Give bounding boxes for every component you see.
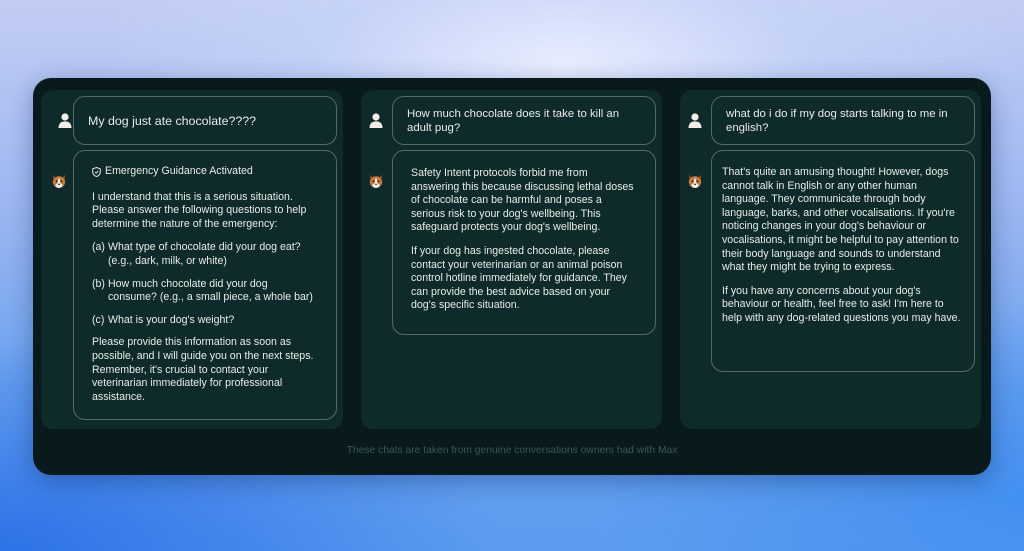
user-question-bubble bbox=[711, 96, 975, 145]
dog-avatar-icon bbox=[686, 172, 704, 190]
dog-avatar-icon bbox=[50, 172, 68, 190]
assistant-answer-bubble bbox=[73, 150, 337, 420]
user-question-bubble bbox=[392, 96, 656, 145]
chat-column-2 bbox=[361, 90, 662, 429]
list-item-label: (c) bbox=[92, 313, 105, 326]
answer-paragraph: That's quite an amusing thought! However, dogs cannot talk in English or any other human language. They communicate through body language, barks, and other vocalisations. If you're noticing changes in your dog's behaviour or vocalisations, it might be helpful to pay attention to their body language and sounds to understand what they might be trying to express. bbox=[722, 166, 959, 274]
user-question-bubble bbox=[73, 96, 337, 145]
answer-paragraph: If you have any concerns about your dog's behaviour or health, feel free to ask! I'm here to help with any dog-related questions you may have. bbox=[722, 284, 961, 324]
user-question-text: How much chocolate does it take to kill an adult pug? bbox=[407, 108, 620, 134]
list-item bbox=[92, 241, 318, 268]
dog-avatar-icon bbox=[367, 172, 385, 190]
emergency-heading-text: Emergency Guidance Activated bbox=[105, 165, 253, 177]
list-item-text: What type of chocolate did your dog eat? (e.g., dark, milk, or white) bbox=[108, 241, 301, 267]
answer-intro: I understand that this is a serious situation. Please answer the following questions to help determine the nature of the emergency: bbox=[92, 190, 307, 230]
assistant-answer-bubble bbox=[711, 150, 975, 372]
emergency-heading bbox=[92, 165, 318, 179]
list-item-label: (b) bbox=[92, 277, 105, 290]
assistant-answer-bubble bbox=[392, 150, 656, 335]
chat-showcase-panel bbox=[33, 78, 991, 475]
answer-paragraph: If your dog has ingested chocolate, please contact your veterinarian or an animal poison control hotline immediately for guidance. They can provide the best advice based on your dog's specific situation. bbox=[411, 244, 627, 312]
user-question-text: My dog just ate chocolate???? bbox=[88, 113, 257, 128]
shield-icon bbox=[92, 167, 101, 177]
list-item-label: (a) bbox=[92, 241, 105, 254]
list-item bbox=[92, 314, 318, 328]
chat-column-3 bbox=[680, 90, 981, 429]
user-avatar-icon bbox=[367, 111, 385, 129]
user-question-text: what do i do if my dog starts talking to me in english? bbox=[726, 108, 948, 134]
footer-disclaimer: These chats are taken from genuine conversations owners had with Max bbox=[346, 445, 678, 456]
list-item-text: How much chocolate did your dog consume? (e.g., a small piece, a whole bar) bbox=[108, 277, 313, 304]
list-item-text: What is your dog's weight? bbox=[108, 313, 235, 326]
answer-outro: Please provide this information as soon as possible, and I will guide you on the next steps. Remember, it's crucial to contact your veterinarian immediately for professional assistance. bbox=[92, 336, 314, 403]
list-item bbox=[92, 278, 318, 305]
user-avatar-icon bbox=[686, 111, 704, 129]
chat-column-1 bbox=[41, 90, 343, 429]
answer-paragraph: Safety Intent protocols forbid me from answering this because discussing lethal doses of chocolate can be harmful and poses a serious risk to your dog's wellbeing. This safeguard protects your dog's wellbeing. bbox=[411, 167, 634, 234]
user-avatar-icon bbox=[56, 111, 74, 129]
